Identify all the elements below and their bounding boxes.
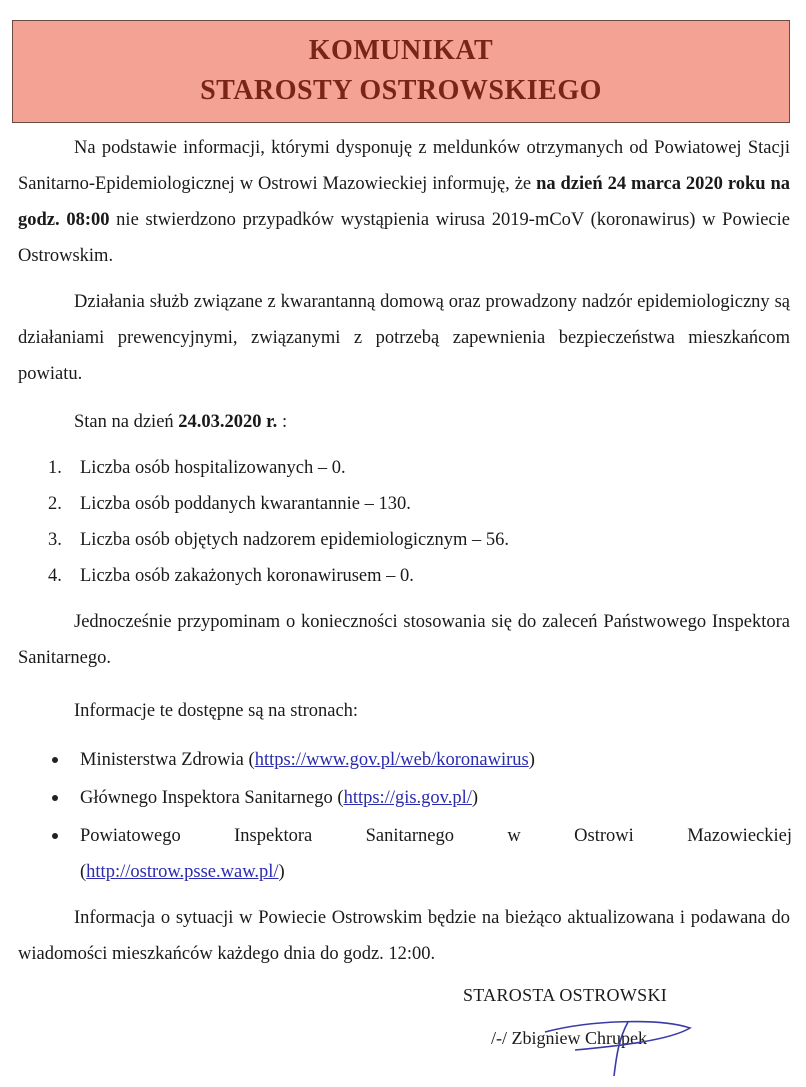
- paragraph-actions: Działania służb związane z kwarantanną domową oraz prowadzony nadzór epidemiologiczny są działaniami prewencyjnymi, związanymi z potrzebą zapewnienia bezpieczeństwa mieszkańcom powiatu.: [18, 292, 790, 384]
- link-open: (: [80, 862, 87, 882]
- intro-date-bold: na dzień 24 marca 2020 roku na godz. 08:00: [18, 174, 790, 230]
- link-close: ): [528, 750, 535, 770]
- list-number: 1.: [48, 458, 62, 478]
- link-health-ministry[interactable]: https://www.gov.pl/web/koronawirus: [254, 750, 529, 770]
- status-date: 24.03.2020 r.: [178, 412, 278, 432]
- list-item: [0, 780, 790, 816]
- link-line: [80, 780, 478, 816]
- bullet-icon: [52, 833, 58, 839]
- paragraph-intro: [18, 130, 790, 274]
- link-close: ): [278, 862, 285, 882]
- intro-text: Na podstawie informacji, którymi dysponuję z meldunków otrzymanych od Powiatowej Stacji Sanitarno-Epidemiologicznej w Ostrowi Mazowieckiej informuję, że: [18, 138, 790, 194]
- bullet-icon: [52, 757, 58, 763]
- link-org: Powiatowego Inspektora Sanitarnego w Ostrowi Mazowieckiej: [80, 826, 792, 846]
- signature-name: /-/ Zbigniew Chrupek: [491, 1028, 647, 1048]
- paragraph-updates: Informacja o sytuacji w Powiecie Ostrowskim będzie na bieżąco aktualizowana i podawana do wiadomości mieszkańców każdego dnia do godz. 12:00.: [18, 908, 790, 964]
- list-number: 3.: [48, 530, 62, 550]
- header-title-line2: STAROSTY OSTROWSKIEGO: [200, 75, 602, 106]
- list-item: [0, 558, 790, 594]
- list-number: 4.: [48, 566, 62, 586]
- link-org: Głównego Inspektora Sanitarnego (: [80, 788, 344, 808]
- link-close: ): [471, 788, 479, 808]
- list-label: Liczba osób poddanych kwarantannie – 130.: [80, 494, 411, 514]
- paragraph-sources-intro: Informacje te dostępne są na stronach:: [74, 701, 359, 721]
- list-item: [0, 450, 790, 486]
- status-suffix: :: [277, 412, 288, 432]
- list-label: Liczba osób objętych nadzorem epidemiologicznym – 56.: [80, 530, 509, 550]
- bullet-icon: [52, 795, 58, 801]
- list-number: 2.: [48, 494, 62, 514]
- list-label: Liczba osób hospitalizowanych – 0.: [80, 458, 346, 478]
- list-label: Liczba osób zakażonych koronawirusem – 0.: [80, 566, 414, 586]
- link-org: Ministerstwa Zdrowia (: [80, 750, 255, 770]
- status-prefix: Stan na dzień: [74, 412, 179, 432]
- link-line: [80, 854, 285, 890]
- intro-text-end: nie stwierdzono przypadków wystąpienia wirusa 2019-mCoV (koronawirus) w Powiecie Ostrowskim.: [18, 210, 790, 266]
- link-psse-ostrow[interactable]: http://ostrow.psse.waw.pl/: [86, 862, 279, 882]
- link-line: [80, 742, 535, 778]
- header-title-line1: KOMUNIKAT: [308, 35, 494, 66]
- paragraph-reminder: Jednocześnie przypominam o konieczności stosowania się do zaleceń Państwowego Inspektora Sanitarnego.: [18, 612, 790, 668]
- list-item: [0, 522, 790, 558]
- list-item: [0, 818, 790, 854]
- list-item: [0, 486, 790, 522]
- link-gis[interactable]: https://gis.gov.pl/: [343, 788, 472, 808]
- list-item-continuation: [0, 854, 790, 890]
- status-line: [18, 404, 790, 440]
- handwritten-signature: [540, 1010, 700, 1080]
- announcement-header: [12, 20, 790, 123]
- list-item: [0, 742, 790, 778]
- signature-title: STAROSTA OSTROWSKI: [463, 985, 668, 1005]
